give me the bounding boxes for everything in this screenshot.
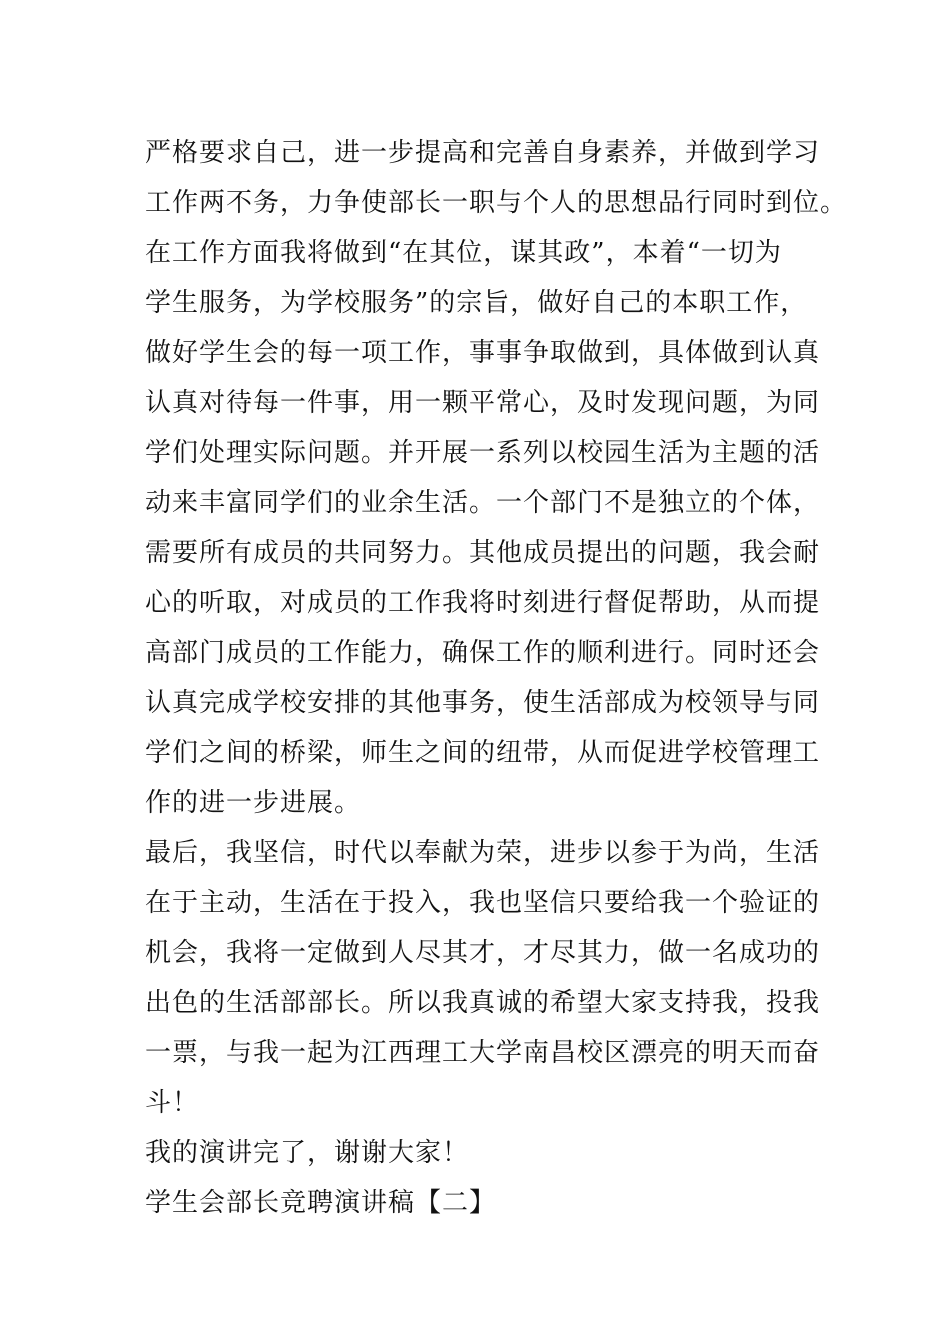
text-line: 认真完成学校安排的其他事务，使生活部成为校领导与同 [145,688,821,718]
text-line: 最后，我坚信，时代以奉献为荣，进步以参于为尚，生活 [145,838,821,868]
text-line: 一票，与我一起为江西理工大学南昌校区漂亮的明天而奋 [145,1038,821,1068]
text-line: 在工作方面我将做到“在其位，谋其政”，本着“一切为 [145,238,782,268]
text-line: 动来丰富同学们的业余生活。一个部门不是独立的个体， [145,488,821,518]
text-line: 作的进一步进展。 [145,788,362,818]
document-body [145,128,848,1228]
text-line: 学们处理实际问题。并开展一系列以校园生活为主题的活 [145,438,821,468]
text-line: 学生服务，为学校服务”的宗旨，做好自己的本职工作， [145,288,808,318]
text-line: 出色的生活部部长。所以我真诚的希望大家支持我，投我 [145,988,821,1018]
text-line: 机会，我将一定做到人尽其才，才尽其力，做一名成功的 [145,938,821,968]
text-line: 工作两不务，力争使部长一职与个人的思想品行同时到位。 [145,188,848,218]
text-line: 在于主动，生活在于投入，我也坚信只要给我一个验证的 [145,888,821,918]
text-line: 严格要求自己，进一步提高和完善自身素养，并做到学习 [145,138,821,168]
section-heading: 学生会部长竞聘演讲稿【二】 [145,1188,497,1218]
text-line: 高部门成员的工作能力，确保工作的顺利进行。同时还会 [145,638,821,668]
text-line: 需要所有成员的共同努力。其他成员提出的问题，我会耐 [145,538,821,568]
text-line: 认真对待每一件事，用一颗平常心，及时发现问题，为同 [145,388,821,418]
text-line: 做好学生会的每一项工作，事事争取做到，具体做到认真 [145,338,821,368]
text-line: 心的听取，对成员的工作我将时刻进行督促帮助，从而提 [145,588,821,618]
text-line: 学们之间的桥梁，师生之间的纽带，从而促进学校管理工 [145,738,821,768]
text-line: 斗！ [145,1088,200,1118]
closing-line: 我的演讲完了，谢谢大家！ [145,1138,470,1168]
